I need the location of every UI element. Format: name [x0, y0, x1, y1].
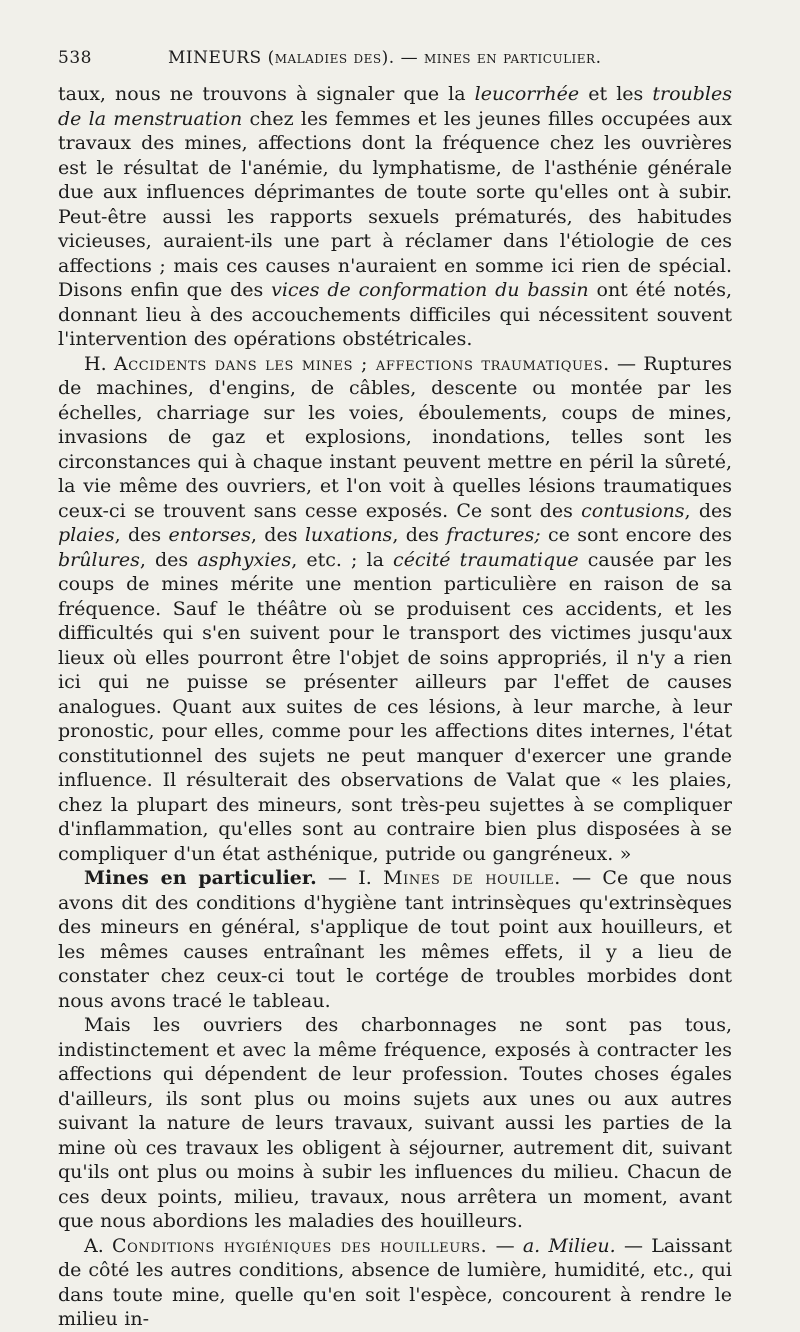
text-segment: asphyxies [197, 548, 292, 571]
text-segment: Mines en particulier. [84, 867, 317, 889]
text-segment: , des [139, 548, 198, 571]
body-text [58, 82, 732, 1332]
text-segment: Conditions hygiéniques des houilleurs. [112, 1234, 488, 1257]
text-segment: H. [84, 352, 114, 375]
text-segment: Mais les ouvriers des charbonnages ne sont pas tous, indistinctement et avec la même fréquence, exposés à contracter les affections qui dépendent de leur profession. Toutes choses égales d'ailleurs, ils sont plus ou moins sujets aux unes ou aux autres suivant la nature de leurs travaux, suivant aussi les parties de la mine où ces travaux les obligent à séjourner, autrement dit, suivant qu'ils ont plus ou moins à subir les influences du milieu. Chacun de ces deux points, milieu, travaux, nous arrêtera un moment, avant que nous abordions les maladies des houilleurs. [58, 1014, 732, 1232]
text-segment: vices de conformation du bassin [271, 279, 589, 301]
text-segment: — Laissant de côté les autres conditions, absence de lumière, humidité, etc., qui dans toute mine, quelle qu'en soit l'espèce, concourent à rendre le milieu in- [58, 1234, 732, 1330]
page-number: 538 [58, 48, 92, 68]
paragraph-conditions-hygieniques [58, 1234, 732, 1332]
text-segment: luxations [304, 524, 393, 546]
text-segment: fractures; [446, 524, 541, 546]
text-segment: — Ce que nous avons dit des conditions d'hygiène tant intrinsèques qu'extrinsèques des mineurs en général, s'applique de tout point aux houilleurs, et les mêmes causes entraînant les mêmes effets, il y a lieu de constater chez ceux-ci tout le cortége de troubles morbides dont nous avons tracé le tableau. [58, 867, 733, 1012]
text-segment: taux, nous ne trouvons à signaler que la [58, 83, 475, 105]
text-segment: , des [250, 524, 305, 546]
text-segment: et les [579, 83, 653, 105]
text-segment: — [487, 1234, 523, 1257]
paragraph-mines-en-particulier [58, 866, 732, 1013]
text-segment: , des [684, 499, 732, 522]
text-segment: a. Milieu. [522, 1234, 616, 1257]
text-segment: chez les femmes et les jeunes filles occupées aux travaux des mines, affections dont la fréquence chez les ouvrières est le résultat de l'anémie, du lymphatisme, de l'asthénie générale due aux influences déprimantes de toute sorte qu'elles ont à subir. Peut-être aussi les rapports sexuels prématurés, des habitudes vicieuses, auraient-ils une part à réclamer dans l'étiologie de ces affections ; mais ces causes n'auraient en somme ici rien de spécial. Disons enfin que des [58, 107, 732, 301]
text-segment: plaies [58, 524, 115, 546]
running-header [58, 48, 732, 68]
text-segment: brûlures [58, 548, 140, 571]
text-segment: ont été notés, donnant lieu à des accouchements difficiles qui nécessitent souvent l'intervention des opérations obstétricales. [58, 279, 732, 350]
text-segment: contusions [581, 499, 685, 522]
text-segment: entorses [168, 524, 251, 546]
text-segment: cécité traumatique [393, 548, 579, 571]
text-segment: troubles de la menstruation [58, 83, 732, 130]
paragraph-1 [58, 82, 732, 352]
text-segment: leucorrhée [474, 83, 580, 105]
text-segment: ce sont encore des [540, 524, 733, 546]
text-segment: Mines de houille. [383, 867, 561, 889]
text-segment: , des [114, 524, 169, 546]
text-segment: Accidents dans les mines ; affections traumatiques. [113, 352, 610, 375]
paragraph-accidents [58, 352, 732, 867]
text-segment: A. [84, 1234, 113, 1257]
paragraph-charbonnages [58, 1013, 732, 1234]
text-segment: , etc. ; la [291, 548, 394, 571]
text-segment: — I. [316, 867, 384, 889]
text-segment: — Ruptures de machines, d'engins, de câbles, descente ou montée par les échelles, charriage sur les voies, éboulements, coups de mines, invasions de gaz et explosions, inondations, telles sont les circonstances qui à chaque instant peuvent mettre en péril la sûreté, la vie même des ouvriers, et l'on voit à quelles lésions traumatiques ceux-ci se trouvent sans cesse exposés. Ce sont des [58, 352, 732, 522]
text-segment: causée par les coups de mines mérite une mention particulière en raison de sa fréquence. Sauf le théâtre où se produisent ces accidents, et les difficultés qui s'en suivent pour le transport des victimes jusqu'aux lieux où elles pourront être l'objet de soins appropriés, il n'y a rien ici qui ne puisse se présenter ailleurs par l'effet de causes analogues. Quant aux suites de ces lésions, à leur marche, à leur pronostic, pour elles, comme pour les affections dites internes, l'état constitutionnel des sujets ne peut manquer d'exercer une grande influence. Il résulterait des observations de Valat que « les plaies, chez la plupart des mineurs, sont très-peu sujettes à se compliquer d'inflammation, qu'elles sont au contraire bien plus disposées à se compliquer d'un état asthénique, putride ou gangréneux. » [58, 548, 732, 865]
text-segment: , des [392, 524, 447, 546]
running-title: MINEURS (maladies des). — mines en particulier. [168, 48, 602, 68]
